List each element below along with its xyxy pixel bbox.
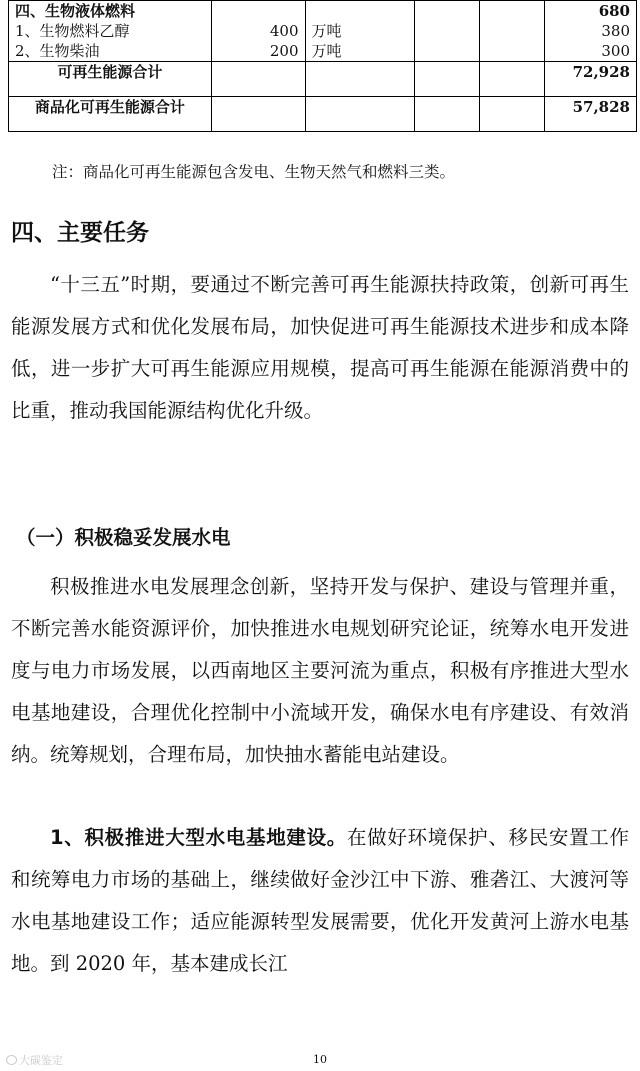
table-cell-empty	[414, 1, 479, 62]
row-name: 1、生物燃料乙醇	[15, 22, 130, 40]
page-number: 10	[313, 1053, 327, 1066]
item-paragraph	[11, 817, 629, 985]
row-value: 300	[601, 42, 630, 60]
item-lead: 1、积极推进大型水电基地建设。	[50, 826, 347, 849]
table-row-total	[9, 62, 637, 97]
table-cell-category	[9, 1, 212, 62]
row-capacity: 400	[269, 22, 299, 40]
table-row-total	[9, 97, 637, 132]
subsection-heading: （一）积极稳妥发展水电	[16, 526, 231, 549]
energy-table	[8, 0, 637, 132]
row-unit: 万吨	[311, 42, 342, 60]
section-heading: 四、主要任务	[11, 220, 149, 246]
subsection-paragraph: 积极推进水电发展理念创新，坚持开发与保护、建设与管理并重，不断完善水能资源评价，加快推进水电规划研究论证，统筹水电开发进度与电力市场发展，以西南地区主要河流为重点，积极有序推进大型水电基地建设，合理优化控制中小流域开发，确保水电有序建设、有效消纳。统筹规划，合理布局，加快抽水蓄能电站建设。	[11, 575, 629, 766]
total-value: 57,828	[545, 97, 637, 132]
table-cell-value	[545, 1, 637, 62]
table-cell-unit	[305, 1, 414, 62]
table-cell-capacity	[211, 1, 305, 62]
row-name: 2、生物柴油	[15, 42, 100, 60]
table-row-group	[9, 1, 637, 62]
watermark-text: 大碳鉴定	[19, 1054, 63, 1067]
row-unit: 万吨	[311, 22, 342, 40]
row-capacity: 200	[269, 42, 299, 60]
table-cell-empty	[479, 1, 544, 62]
total-value: 72,928	[545, 62, 637, 97]
group-total: 680	[598, 2, 630, 20]
table-note: 注：商品化可再生能源包含发电、生物天然气和燃料三类。	[52, 163, 456, 181]
section-intro: “十三五”时期，要通过不断完善可再生能源扶持政策，创新可再生能源发展方式和优化发展布局，加快促进可再生能源技术进步和成本降低，进一步扩大可再生能源应用规模，提高可再生能源在能源消费中的比重，推动我国能源结构优化升级。	[11, 273, 629, 422]
group-name: 四、生物液体燃料	[15, 2, 136, 20]
total-label: 商品化可再生能源合计	[9, 97, 212, 132]
row-value: 380	[601, 22, 630, 40]
total-label: 可再生能源合计	[9, 62, 212, 97]
item-text: 在做好环境保护、移民安置工作和统筹电力市场的基础上，继续做好金沙江中下游、雅砻江、大渡河等水电基地建设工作；适应能源转型发展需要，优化开发黄河上游水电基地。到 2020 年，基本建成长江	[11, 826, 629, 975]
